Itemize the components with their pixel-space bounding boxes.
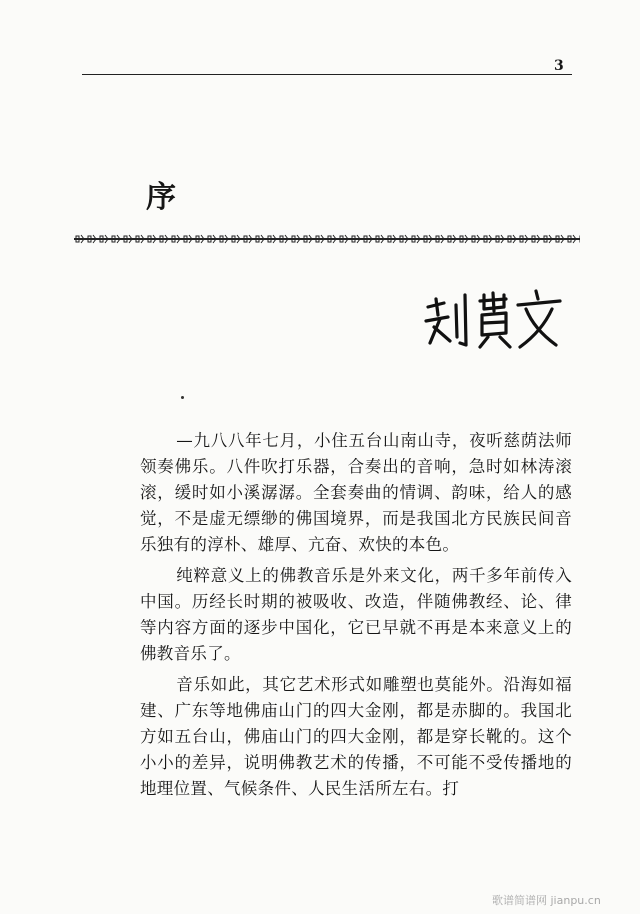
ornamental-divider [74, 233, 580, 245]
page-number: 3 [554, 58, 564, 74]
site-watermark: 歌谱简谱网 jianpu.cn [492, 894, 601, 907]
signature-drawing [418, 285, 568, 355]
paragraph: —九八八年七月，小住五台山南山寺，夜听慈荫法师领奏佛乐。八件吹打乐器，合奏出的音响，急时如林涛滚滚，缓时如小溪潺潺。全套奏曲的情调、韵味，给人的感觉，不是虚无缥缈的佛国境界，而是我国北方民族民间音乐独有的淳朴、雄厚、亢奋、欢快的本色。 [140, 431, 572, 554]
preface-title: 序 [146, 180, 176, 215]
header-rule [82, 74, 572, 75]
paragraph: 纯粹意义上的佛教音乐是外来文化，两千多年前传入中国。历经长时期的被吸收、改造，伴随佛教经、论、律等内容方面的逐步中国化，它已早就不再是本来意义上的佛教音乐了。 [140, 566, 572, 663]
ink-dot [181, 396, 184, 399]
author-signature [418, 285, 568, 355]
paragraph: 音乐如此，其它艺术形式如雕塑也莫能外。沿海如福建、广东等地佛庙山门的四大金刚，都是赤脚的。我国北方如五台山，佛庙山门的四大金刚，都是穿长靴的。这个小小的差异，说明佛教艺术的传播，不可能不受传播地的地理位置、气候条件、人民生活所左右。打 [140, 675, 572, 798]
preface-body [140, 428, 572, 807]
